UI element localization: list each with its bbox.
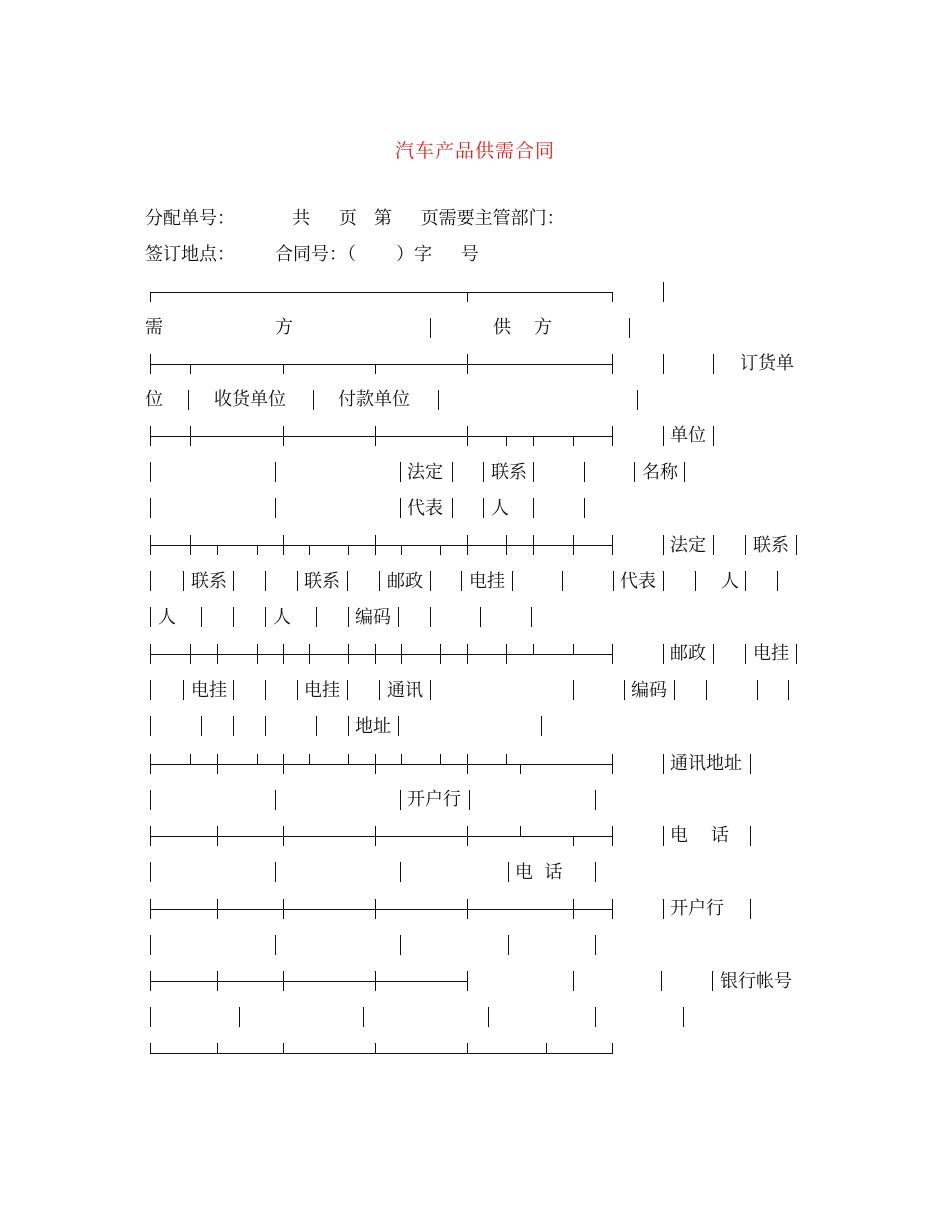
- rule-bar: [661, 971, 662, 991]
- rule-bar: [348, 607, 349, 627]
- rule-bar: [533, 462, 534, 482]
- rule-bar: [275, 790, 276, 810]
- rule-bar: [531, 607, 532, 627]
- rule-top: [150, 292, 613, 293]
- rule-bar: [348, 716, 349, 736]
- rule-bar: [796, 535, 797, 555]
- rule-bar: [375, 644, 376, 664]
- rule-bar: [467, 754, 468, 774]
- rule-tick: [440, 754, 441, 764]
- rule-bar: [461, 571, 462, 591]
- rule-bar: [398, 607, 399, 627]
- rule-bar: [283, 754, 284, 774]
- rule-tick: [533, 436, 534, 446]
- rule-bar: [217, 754, 218, 774]
- cell-contact-3: 联系: [191, 571, 227, 592]
- rule-bar: [275, 462, 276, 482]
- rule-bar: [430, 571, 431, 591]
- rule-bar: [150, 826, 151, 846]
- cell-cable-4: 电挂: [304, 680, 340, 701]
- rule-bar: [750, 826, 751, 846]
- rule-bar: [706, 680, 707, 700]
- cell-contact-1: 联系: [491, 462, 527, 483]
- rule-bar: [201, 607, 202, 627]
- rule-bar: [683, 1007, 684, 1027]
- rule-row: [150, 436, 613, 437]
- cell-wei: 位: [145, 389, 163, 410]
- cell-receiving-unit: 收货单位: [214, 389, 286, 410]
- rule-bar: [796, 644, 797, 664]
- rule-bar: [508, 862, 509, 882]
- rule-tick: [190, 754, 191, 764]
- rule-bar: [150, 426, 151, 446]
- rule-bar: [612, 826, 613, 846]
- rule-bar: [379, 680, 380, 700]
- cell-representative-1: 代表: [407, 498, 443, 519]
- rule-bar: [612, 535, 613, 555]
- rule-bar: [233, 680, 234, 700]
- rule-row: [150, 654, 613, 655]
- rule-bar: [283, 826, 284, 846]
- rule-bar: [363, 1007, 364, 1027]
- rule-bar: [584, 462, 585, 482]
- rule-tick: [506, 436, 507, 446]
- cell-postal-1: 邮政: [387, 571, 423, 592]
- rule-bar: [480, 607, 481, 627]
- rule-tick: [283, 1043, 284, 1053]
- rule-tick: [573, 436, 574, 446]
- rule-bar: [745, 571, 746, 591]
- rule-tick: [520, 826, 521, 836]
- rule-bar: [265, 716, 266, 736]
- rule-bar: [283, 899, 284, 919]
- header-line-1: 分配单号： 共 页 第 页需要主管部门：: [145, 208, 565, 229]
- rule-bar: [595, 862, 596, 882]
- rule-bar: [400, 935, 401, 955]
- rule-bar: [347, 680, 348, 700]
- rule-bar: [506, 644, 507, 664]
- rule-bar: [347, 571, 348, 591]
- rule-bar: [712, 971, 713, 991]
- rule-bar: [375, 754, 376, 774]
- cell-bank-account: 银行帐号: [720, 971, 792, 992]
- cell-legal-1: 法定: [407, 462, 443, 483]
- page-title: 汽车产品供需合同: [394, 140, 555, 162]
- rule-bar: [217, 899, 218, 919]
- rule-row: [150, 764, 613, 765]
- rule-bar: [150, 644, 151, 664]
- cell-order-unit: 订货单: [740, 353, 794, 374]
- rule-bar: [233, 571, 234, 591]
- rule-bar: [150, 935, 151, 955]
- rule-bar: [695, 571, 696, 591]
- cell-supply-label: 供 方: [493, 317, 552, 338]
- rule-bar: [440, 644, 441, 664]
- cell-comm-1: 通讯: [387, 680, 423, 701]
- rule-bar: [757, 680, 758, 700]
- rule-bar: [637, 390, 638, 410]
- rule-bar: [713, 426, 714, 446]
- rule-bar: [375, 826, 376, 846]
- rule-tick: [467, 1043, 468, 1053]
- rule-bar: [788, 680, 789, 700]
- rule-bar: [508, 935, 509, 955]
- rule-bar: [452, 462, 453, 482]
- cell-representative-2: 代表: [620, 571, 656, 592]
- cell-demand-label: 需: [145, 317, 163, 338]
- cell-person-1: 人: [491, 498, 509, 519]
- rule-tick: [283, 364, 284, 374]
- rule-bar: [467, 426, 468, 446]
- cell-unit: 单位: [670, 425, 706, 446]
- rule-bar: [634, 462, 635, 482]
- cell-person-4: 人: [273, 607, 291, 628]
- rule-bar: [430, 680, 431, 700]
- header-line-2: 签订地点： 合同号：（ ）字 号: [145, 244, 479, 265]
- rule-bar: [150, 680, 151, 700]
- rule-bar: [467, 826, 468, 846]
- rule-bar: [506, 535, 507, 555]
- rule-tick: [506, 754, 507, 764]
- rule-bar: [745, 535, 746, 555]
- rule-bar: [595, 935, 596, 955]
- rule-bar: [316, 716, 317, 736]
- rule-row: [150, 909, 613, 910]
- rule-bar: [573, 680, 574, 700]
- rule-bar: [713, 354, 714, 374]
- rule-tick: [217, 1043, 218, 1053]
- rule-bar: [467, 971, 468, 991]
- rule-bar: [150, 716, 151, 736]
- rule-bar: [375, 899, 376, 919]
- rule-tick: [348, 754, 349, 764]
- rule-bar: [297, 680, 298, 700]
- rule-tick: [467, 292, 468, 302]
- rule-bar: [188, 390, 189, 410]
- rule-bar: [217, 826, 218, 846]
- rule-bar: [629, 318, 630, 338]
- rule-tick: [309, 754, 310, 764]
- rule-bar: [663, 644, 664, 664]
- cell-cable-1: 电挂: [469, 571, 505, 592]
- rule-tick: [150, 292, 151, 302]
- rule-bar: [265, 571, 266, 591]
- rule-bar: [430, 607, 431, 627]
- rule-bar: [488, 1007, 489, 1027]
- rule-bar: [483, 498, 484, 518]
- rule-bar: [541, 716, 542, 736]
- rule-tick: [309, 545, 310, 555]
- rule-bar: [217, 644, 218, 664]
- rule-bar: [283, 426, 284, 446]
- rule-bar: [150, 754, 151, 774]
- cell-payment-unit: 付款单位: [338, 389, 410, 410]
- rule-bar: [612, 899, 613, 919]
- rule-tick: [401, 545, 402, 555]
- rule-tick: [612, 1043, 613, 1053]
- rule-tick: [217, 545, 218, 555]
- rule-bar: [663, 826, 664, 846]
- rule-bar: [663, 354, 664, 374]
- rule-bar: [573, 971, 574, 991]
- rule-bar: [190, 644, 191, 664]
- cell-person-3: 人: [158, 607, 176, 628]
- rule-bar: [512, 571, 513, 591]
- rule-tick: [520, 764, 521, 774]
- rule-tick: [546, 1043, 547, 1053]
- rule-tick: [573, 644, 574, 654]
- rule-bar: [430, 318, 431, 338]
- cell-person-2: 人: [721, 571, 739, 592]
- cell-phone-1: 电 话: [670, 825, 729, 846]
- rule-tick: [612, 292, 613, 302]
- rule-bar: [150, 790, 151, 810]
- cell-postcode-1: 编码: [355, 607, 391, 628]
- rule-bar: [183, 571, 184, 591]
- rule-bar: [375, 535, 376, 555]
- rule-bar: [400, 462, 401, 482]
- rule-tick: [533, 644, 534, 654]
- rule-bar: [573, 535, 574, 555]
- rule-row: [150, 545, 613, 546]
- rule-bar: [283, 644, 284, 664]
- rule-bar: [190, 426, 191, 446]
- rule-bar: [150, 535, 151, 555]
- rule-bar: [150, 862, 151, 882]
- rule-bar: [533, 498, 534, 518]
- rule-bar: [663, 754, 664, 774]
- rule-bar: [150, 462, 151, 482]
- rule-bar: [613, 571, 614, 591]
- rule-bar: [283, 535, 284, 555]
- rule-bar: [297, 571, 298, 591]
- rule-bar: [400, 862, 401, 882]
- rule-bar: [183, 680, 184, 700]
- cell-address-1: 地址: [355, 716, 391, 737]
- rule-bar: [663, 282, 664, 302]
- rule-bar: [595, 1007, 596, 1027]
- rule-tick: [375, 1043, 376, 1053]
- rule-bar: [612, 644, 613, 664]
- rule-bar: [663, 426, 664, 446]
- rule-tick: [401, 754, 402, 764]
- cell-phone-2: 电 话: [515, 862, 563, 883]
- rule-bar: [573, 899, 574, 919]
- rule-bar: [233, 607, 234, 627]
- rule-bar: [201, 716, 202, 736]
- rule-bar: [467, 354, 468, 374]
- rule-bar: [713, 644, 714, 664]
- rule-bar: [401, 644, 402, 664]
- rule-bar: [612, 354, 613, 374]
- cell-demand-label-2: 方: [275, 317, 293, 338]
- rule-bar: [150, 899, 151, 919]
- rule-bar: [684, 462, 685, 482]
- rule-bar: [313, 390, 314, 410]
- rule-tick: [573, 836, 574, 846]
- rule-bar: [275, 498, 276, 518]
- cell-contact-2: 联系: [753, 535, 789, 556]
- rule-tick: [257, 754, 258, 764]
- cell-contact-4: 联系: [304, 571, 340, 592]
- rule-bar: [239, 1007, 240, 1027]
- rule-tick: [190, 364, 191, 374]
- rule-tick: [375, 364, 376, 374]
- rule-bar: [275, 862, 276, 882]
- rule-bar: [348, 644, 349, 664]
- rule-bar: [217, 971, 218, 991]
- rule-bottom: [150, 1053, 613, 1054]
- rule-row: [150, 981, 468, 982]
- rule-bar: [713, 535, 714, 555]
- rule-bar: [150, 498, 151, 518]
- rule-bar: [745, 644, 746, 664]
- rule-bar: [257, 644, 258, 664]
- rule-bar: [595, 790, 596, 810]
- rule-tick: [257, 545, 258, 555]
- rule-bar: [375, 971, 376, 991]
- rule-bar: [400, 498, 401, 518]
- rule-bar: [777, 571, 778, 591]
- rule-bar: [467, 644, 468, 664]
- rule-bar: [400, 790, 401, 810]
- cell-postal-2: 邮政: [670, 643, 706, 664]
- rule-bar: [663, 535, 664, 555]
- rule-bar: [379, 571, 380, 591]
- rule-bar: [533, 535, 534, 555]
- rule-bar: [663, 899, 664, 919]
- rule-bar: [309, 644, 310, 664]
- rule-tick: [150, 1043, 151, 1053]
- cell-comm-address: 通讯地址: [670, 753, 742, 774]
- rule-bar: [265, 680, 266, 700]
- cell-cable-3: 电挂: [191, 680, 227, 701]
- rule-bar: [483, 462, 484, 482]
- rule-bar: [190, 535, 191, 555]
- rule-bar: [398, 716, 399, 736]
- rule-bar: [265, 607, 266, 627]
- rule-bar: [233, 716, 234, 736]
- rule-bar: [283, 971, 284, 991]
- rule-bar: [150, 354, 151, 374]
- rule-bar: [467, 535, 468, 555]
- rule-row: [150, 836, 613, 837]
- rule-bar: [750, 754, 751, 774]
- cell-name: 名称: [642, 462, 678, 483]
- rule-bar: [275, 935, 276, 955]
- rule-bar: [438, 390, 439, 410]
- rule-bar: [150, 971, 151, 991]
- rule-bar: [624, 680, 625, 700]
- rule-bar: [150, 1007, 151, 1027]
- rule-bar: [316, 607, 317, 627]
- rule-bar: [452, 498, 453, 518]
- cell-bank-1: 开户行: [407, 789, 461, 810]
- rule-bar: [150, 607, 151, 627]
- cell-cable-2: 电挂: [753, 643, 789, 664]
- rule-bar: [750, 899, 751, 919]
- rule-bar: [612, 754, 613, 774]
- cell-legal-2: 法定: [670, 535, 706, 556]
- rule-bar: [562, 571, 563, 591]
- cell-bank-2: 开户行: [670, 898, 724, 919]
- rule-bar: [674, 680, 675, 700]
- rule-bar: [150, 571, 151, 591]
- rule-bar: [584, 498, 585, 518]
- rule-bar: [375, 426, 376, 446]
- rule-bar: [467, 899, 468, 919]
- rule-tick: [440, 545, 441, 555]
- rule-bar: [612, 426, 613, 446]
- rule-bar: [663, 571, 664, 591]
- cell-postcode-2: 编码: [631, 680, 667, 701]
- rule-tick: [348, 545, 349, 555]
- rule-bar: [469, 790, 470, 810]
- rule-row: [150, 364, 613, 365]
